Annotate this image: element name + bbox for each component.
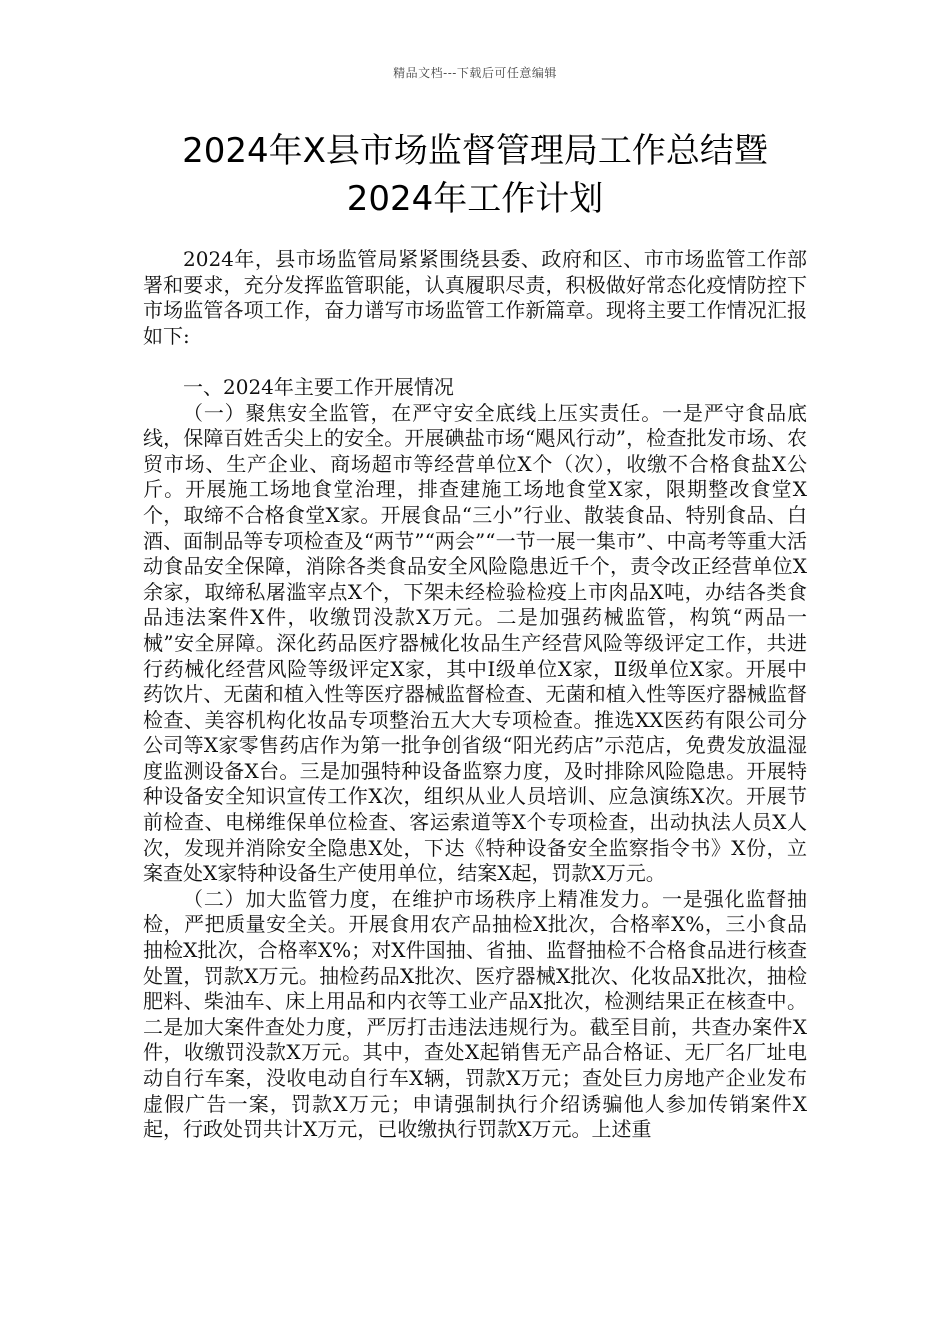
paragraph-spacer <box>143 349 807 375</box>
section-heading: 一、2024年主要工作开展情况 <box>183 374 454 399</box>
document-body <box>143 247 807 1143</box>
document-title <box>120 127 830 223</box>
body-paragraph-2: （二）加大监管力度，在维护市场秩序上精准发力。一是强化监督抽检，严把质量安全关。开展食用农产品抽检X批次，合格率X%，三小食品抽检X批次，合格率X%；对X件国抽、省抽、监督抽检不合格食品进行核查处置，罚款X万元。抽检药品X批次、医疗器械X批次、化妆品X批次，抽检肥料、柴油车、床上用品和内衣等工业产品X批次，检测结果正在核查中。二是加大案件查处力度，严厉打击违法违规行为。截至目前，共查办案件X件，收缴罚没款X万元。其中，查处X起销售无产品合格证、无厂名厂址电动自行车案，没收电动自行车X辆，罚款X万元；查处巨力房地产企业发布虚假广告一案，罚款X万元；申请强制执行介绍诱骗他人参加传销案件X起，行政处罚共计X万元，已收缴执行罚款X万元。上述重 <box>143 886 807 1142</box>
body-paragraph-1: （一）聚焦安全监管，在严守安全底线上压实责任。一是严守食品底线，保障百姓舌尖上的安全。开展碘盐市场“飓风行动”，检查批发市场、农贸市场、生产企业、商场超市等经营单位X个（次），收缴不合格食盐X公斤。开展施工场地食堂治理，排查建施工场地食堂X家，限期整改食堂X个，取缔不合格食堂X家。开展食品“三小”行业、散装食品、特别食品、白酒、面制品等专项检查及“两节”“两会”“一节一展一集市”、中高考等重大活动食品安全保障，消除各类食品安全风险隐患近千个，责令改正经营单位X余家，取缔私屠滥宰点X个，下架未经检验检疫上市肉品X吨，办结各类食品违法案件X件，收缴罚没款X万元。二是加强药械监管，构筑“两品一械”安全屏障。深化药品医疗器械化妆品生产经营风险等级评定工作，共进行药械化经营风险等级评定X家，其中Ⅰ级单位X家，Ⅱ级单位X家。开展中药饮片、无菌和植入性等医疗器械监督检查、无菌和植入性等医疗器械监督检查、美容机构化妆品专项整治五大大专项检查。推选XX医药有限公司分公司等X家零售药店作为第一批争创省级“阳光药店”示范店，免费发放温湿度监测设备X台。三是加强特种设备监察力度，及时排除风险隐患。开展特种设备安全知识宣传工作X次，组织从业人员培训、应急演练X次。开展节前检查、电梯维保单位检查、客运索道等X个专项检查，出动执法人员X人次，发现并消除安全隐患X处，下达《特种设备安全监察指令书》X份，立案查处X家特种设备生产使用单位，结案X起，罚款X万元。 <box>143 400 807 886</box>
intro-paragraph: 2024年，县市场监管局紧紧围绕县委、政府和区、市市场监管工作部署和要求，充分发挥监管职能，认真履职尽责，积极做好常态化疫情防控下市场监管各项工作，奋力谱写市场监管工作新篇章。现将主要工作情况汇报如下: <box>143 247 807 348</box>
title-line-2: 2024年工作计划 <box>346 179 604 219</box>
header-note: 精品文档---下载后可任意编辑 <box>393 66 557 80</box>
title-line-1: 2024年X县市场监督管理局工作总结暨 <box>182 131 768 171</box>
